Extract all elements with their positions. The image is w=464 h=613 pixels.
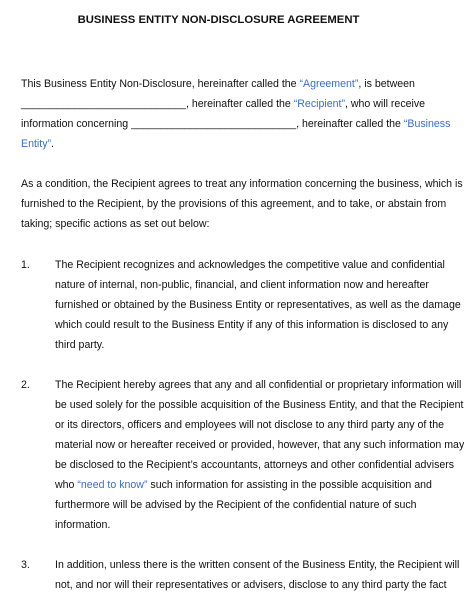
condition-line: furnished to the Recipient, by the provisions of this agreement, and to take, or abstain from — [21, 198, 447, 210]
intro-line-4 — [21, 138, 54, 151]
item-line: third party. — [55, 339, 105, 351]
agreement-term: “Agreement” — [299, 78, 359, 90]
item-line: which could result to the Business Entity if any of this information is disclosed to any — [55, 319, 449, 331]
item-line: material now or hereafter received or provided, however, that any such information may — [55, 439, 464, 451]
business-entity-term: “Business — [403, 118, 451, 130]
item-text: who — [55, 479, 78, 491]
need-to-know-term: “need to know” — [77, 479, 148, 491]
item-line — [55, 479, 432, 492]
item-line: nature of internal, non-public, financial, and client information now and hereafter — [55, 279, 429, 291]
item-line: be disclosed to the Recipient’s accountants, attorneys and other confidential advisers — [55, 459, 455, 471]
condition-line: As a condition, the Recipient agrees to treat any information concerning the business, which is — [21, 178, 463, 190]
item-number: 1. — [21, 259, 30, 271]
item-line: or its directors, officers and employees will not disclose to any third party any of the — [55, 419, 445, 431]
intro-text: , hereinafter called the — [185, 98, 294, 110]
business-blank: ____________________________ — [131, 118, 297, 130]
intro-text: . — [51, 138, 54, 150]
intro-line-3 — [21, 118, 450, 131]
item-number: 3. — [21, 559, 30, 571]
intro-text: , hereinafter called the — [296, 118, 404, 130]
condition-line: taking; specific actions as set out below: — [21, 218, 210, 230]
item-line: The Recipient hereby agrees that any and all confidential or proprietary information will — [55, 379, 462, 391]
item-number: 2. — [21, 379, 30, 391]
intro-text: This Business Entity Non-Disclosure, hereinafter called the — [21, 78, 300, 90]
recipient-term: “Recipient” — [293, 98, 345, 110]
item-line: be used solely for the possible acquisition of the Business Entity, and that the Recipient — [55, 399, 464, 411]
recipient-blank: ____________________________ — [21, 98, 186, 110]
intro-line-1 — [21, 78, 415, 91]
business-entity-term: Entity” — [21, 138, 52, 150]
item-line: furnished or obtained by the Business Entity or representatives, as well as the damage — [55, 299, 461, 311]
item-line: The Recipient recognizes and acknowledges the competitive value and confidential — [55, 259, 445, 271]
intro-text: , is between — [358, 78, 415, 90]
document-title: BUSINESS ENTITY NON-DISCLOSURE AGREEMENT — [77, 14, 360, 26]
item-text: such information for assisting in the possible acquisition and — [147, 479, 432, 491]
item-line: In addition, unless there is the written consent of the Business Entity, the Recipient will — [55, 559, 460, 571]
item-line: furthermore will be advised by the Recipient of the confidential nature of such — [55, 499, 417, 511]
intro-text: information concerning — [21, 118, 132, 130]
intro-line-2 — [21, 98, 425, 111]
item-line: not, and nor will their representatives or advisers, disclose to any third party the fact — [55, 579, 447, 591]
intro-text: , who will receive — [344, 98, 426, 110]
item-line: information. — [55, 519, 111, 531]
